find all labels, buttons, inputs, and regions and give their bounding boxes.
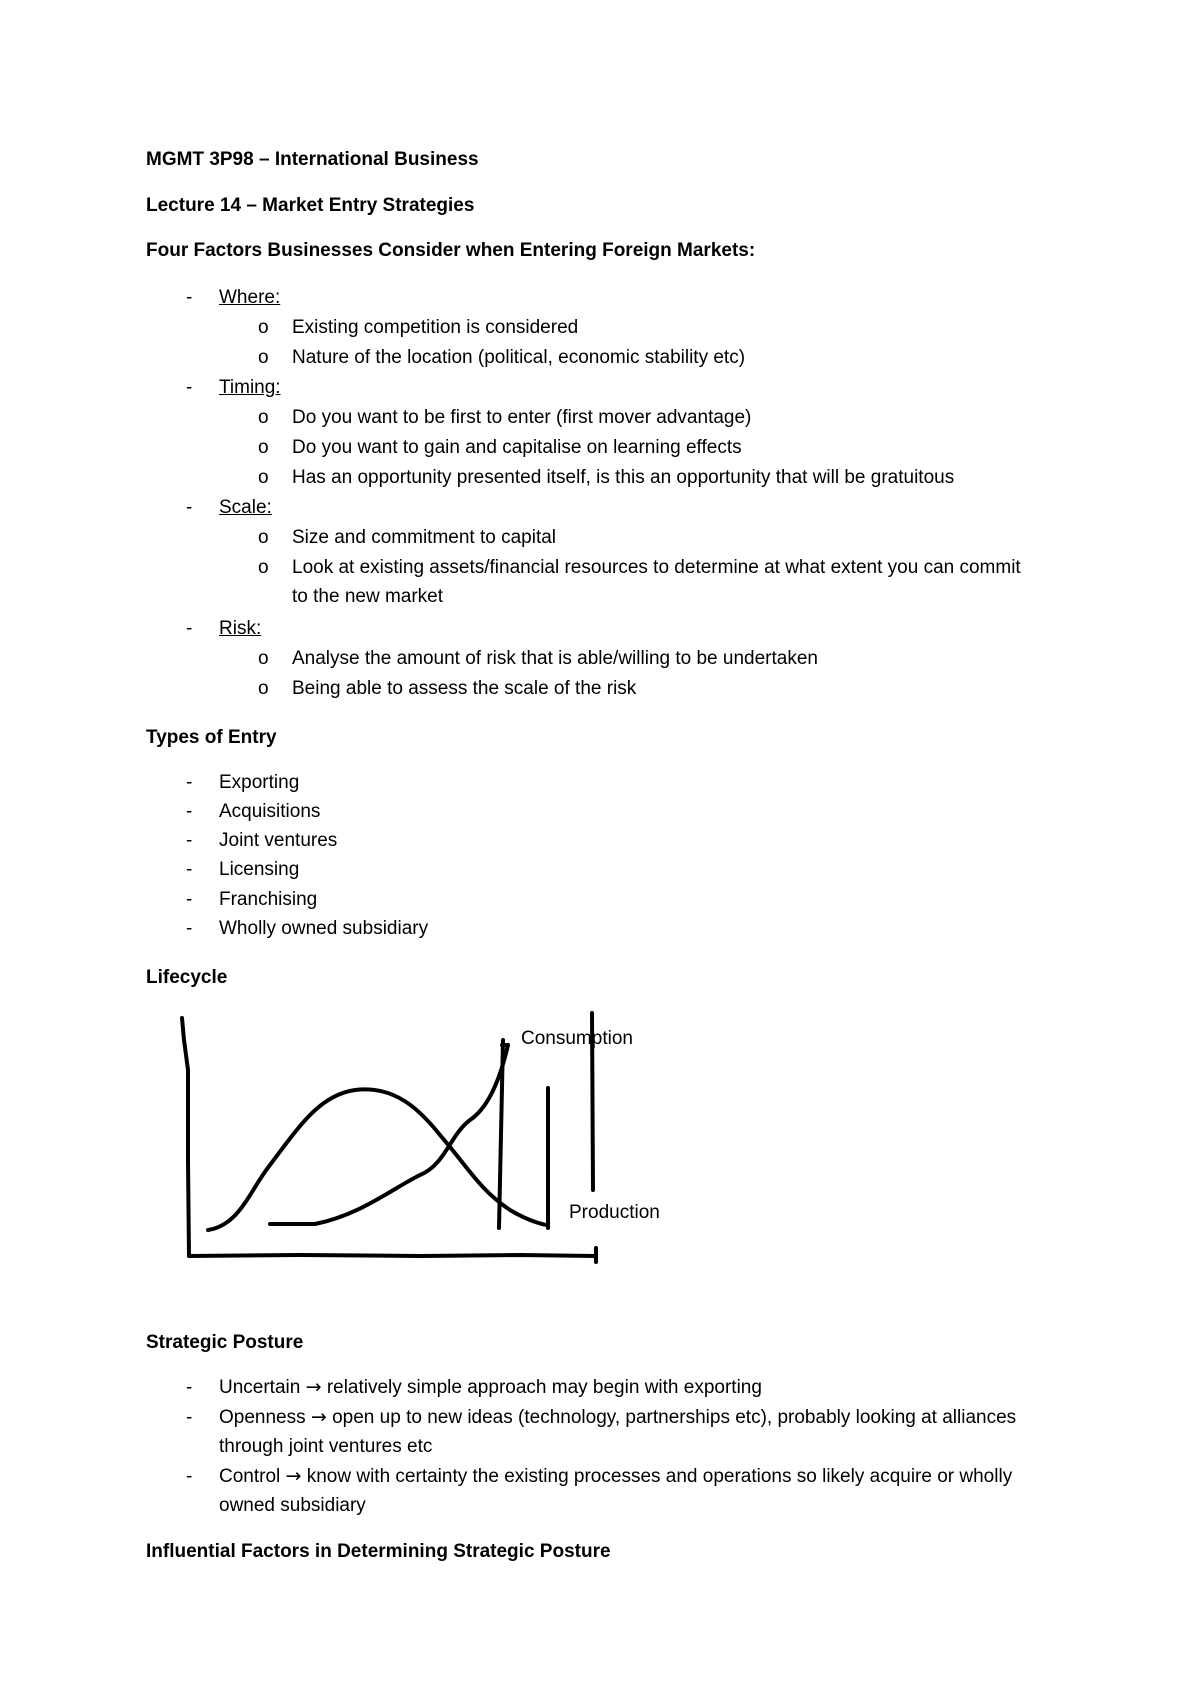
rising-curve (208, 1089, 548, 1230)
influential-heading: Influential Factors in Determining Strategic Posture (146, 1541, 611, 1562)
bullet-o: o (258, 648, 269, 669)
bullet-dash: - (186, 918, 193, 939)
posture-heading: Strategic Posture (146, 1332, 304, 1353)
bullet-dash: - (186, 497, 193, 518)
bullet-dash: - (186, 1407, 193, 1428)
posture-text: know with certainty the existing processes and operations so likely acquire or wholly owned subsidiary (219, 1466, 1013, 1516)
entry-item: Joint ventures (219, 830, 338, 851)
bullet-dash: - (186, 830, 193, 851)
bullet-o: o (258, 407, 269, 428)
factor-sub: Size and commitment to capital (292, 527, 557, 548)
bullet-o: o (258, 437, 269, 458)
posture-text: open up to new ideas (technology, partnerships etc), probably looking at alliances through joint ventures etc (219, 1407, 1017, 1457)
bullet-dash: - (186, 618, 193, 639)
bullet-dash: - (186, 859, 193, 880)
course-title: MGMT 3P98 – International Business (146, 149, 479, 170)
entry-item: Franchising (219, 889, 318, 910)
production-label: Production (569, 1202, 660, 1223)
posture-term: Control (219, 1466, 281, 1487)
factor-label-timing: Timing: (219, 377, 281, 398)
bullet-dash: - (186, 801, 193, 822)
bullet-o: o (258, 678, 269, 699)
posture-item (219, 1373, 1039, 1402)
factor-sub: Existing competition is considered (292, 317, 579, 338)
entry-item: Acquisitions (219, 801, 321, 822)
x-axis-line (189, 1255, 595, 1256)
posture-term: Uncertain (219, 1377, 301, 1398)
bullet-o: o (258, 317, 269, 338)
bullet-dash: - (186, 889, 193, 910)
arrow-icon: → (305, 1376, 322, 1398)
posture-text: relatively simple approach may begin with exporting (326, 1377, 762, 1398)
bullet-o: o (258, 557, 269, 578)
posture-term: Openness (219, 1407, 306, 1428)
posture-item (219, 1462, 1039, 1520)
entry-item: Wholly owned subsidiary (219, 918, 429, 939)
factor-sub: Being able to assess the scale of the risk (292, 678, 637, 699)
factors-heading: Four Factors Businesses Consider when Entering Foreign Markets: (146, 240, 756, 261)
arrow-icon: → (285, 1465, 302, 1487)
posture-item (219, 1403, 1039, 1461)
lecture-title: Lecture 14 – Market Entry Strategies (146, 195, 475, 216)
entry-item: Exporting (219, 772, 300, 793)
bullet-o: o (258, 347, 269, 368)
bullet-dash: - (186, 377, 193, 398)
factor-sub: Look at existing assets/financial resources to determine at what extent you can commit to the new market (292, 557, 1021, 607)
factor-sub: Nature of the location (political, economic stability etc) (292, 347, 746, 368)
bullet-dash: - (186, 287, 193, 308)
factor-sub: Has an opportunity presented itself, is this an opportunity that will be gratuitous (292, 467, 955, 488)
vertical-line-1 (499, 1040, 503, 1228)
lifecycle-heading: Lifecycle (146, 967, 228, 988)
factor-label-risk: Risk: (219, 618, 262, 639)
factor-sub: Analyse the amount of risk that is able/willing to be undertaken (292, 648, 818, 669)
bullet-dash: - (186, 772, 193, 793)
entry-heading: Types of Entry (146, 727, 277, 748)
bullet-dash: - (186, 1466, 193, 1487)
entry-item: Licensing (219, 859, 300, 880)
arrow-icon: → (310, 1406, 327, 1428)
bullet-o: o (258, 467, 269, 488)
falling-curve (270, 1045, 508, 1224)
bullet-dash: - (186, 1377, 193, 1398)
factor-label-where: Where: (219, 287, 281, 308)
y-axis-line (182, 1018, 189, 1256)
bullet-o: o (258, 527, 269, 548)
factor-sub: Do you want to gain and capitalise on learning effects (292, 437, 742, 458)
consumption-label: Consumption (521, 1028, 633, 1049)
factor-sub: Do you want to be first to enter (first mover advantage) (292, 407, 752, 428)
factor-label-scale: Scale: (219, 497, 272, 518)
